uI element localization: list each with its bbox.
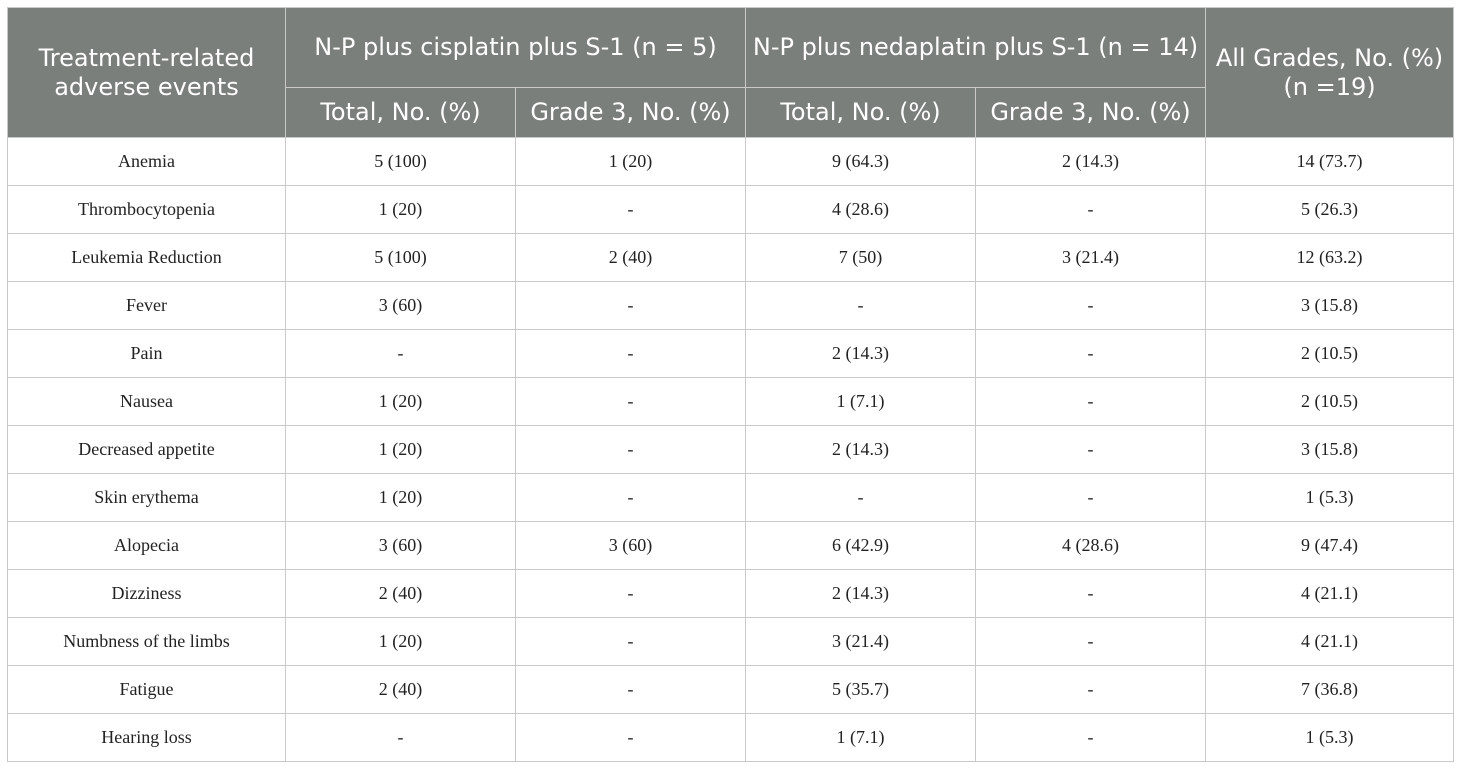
header-all-grades: All Grades, No. (%) (n =19) [1206,8,1454,138]
nedaplatin-grade3-cell: - [976,330,1206,378]
nedaplatin-total-cell: 2 (14.3) [746,330,976,378]
nedaplatin-total-cell: 7 (50) [746,234,976,282]
all-grades-cell: 12 (63.2) [1206,234,1454,282]
all-grades-cell: 3 (15.8) [1206,426,1454,474]
nedaplatin-grade3-cell: 2 (14.3) [976,138,1206,186]
nedaplatin-total-cell: 2 (14.3) [746,570,976,618]
event-cell: Fatigue [8,666,286,714]
table-header [8,8,1454,138]
cisplatin-total-cell: 1 (20) [286,618,516,666]
cisplatin-total-cell: 5 (100) [286,138,516,186]
nedaplatin-grade3-cell: - [976,570,1206,618]
cisplatin-grade3-cell: - [516,618,746,666]
event-cell: Thrombocytopenia [8,186,286,234]
nedaplatin-grade3-cell: - [976,186,1206,234]
header-event: Treatment-related adverse events [8,8,286,138]
cisplatin-grade3-cell: - [516,474,746,522]
nedaplatin-grade3-cell: - [976,618,1206,666]
all-grades-cell: 4 (21.1) [1206,570,1454,618]
table-row [8,138,1454,186]
all-grades-cell: 2 (10.5) [1206,378,1454,426]
nedaplatin-total-cell: 1 (7.1) [746,714,976,762]
event-cell: Leukemia Reduction [8,234,286,282]
nedaplatin-total-cell: 9 (64.3) [746,138,976,186]
table-body [8,138,1454,762]
nedaplatin-total-cell: - [746,282,976,330]
event-cell: Decreased appetite [8,426,286,474]
all-grades-cell: 14 (73.7) [1206,138,1454,186]
event-cell: Pain [8,330,286,378]
cisplatin-grade3-cell: - [516,330,746,378]
event-cell: Numbness of the limbs [8,618,286,666]
all-grades-cell: 5 (26.3) [1206,186,1454,234]
table-row [8,522,1454,570]
table-row [8,474,1454,522]
header-cisplatin-total: Total, No. (%) [286,88,516,138]
nedaplatin-total-cell: 3 (21.4) [746,618,976,666]
all-grades-cell: 1 (5.3) [1206,714,1454,762]
nedaplatin-total-cell: 4 (28.6) [746,186,976,234]
table-row [8,666,1454,714]
cisplatin-grade3-cell: - [516,570,746,618]
event-cell: Alopecia [8,522,286,570]
all-grades-cell: 2 (10.5) [1206,330,1454,378]
cisplatin-grade3-cell: - [516,666,746,714]
nedaplatin-total-cell: 1 (7.1) [746,378,976,426]
cisplatin-total-cell: 1 (20) [286,186,516,234]
all-grades-cell: 7 (36.8) [1206,666,1454,714]
table-row [8,714,1454,762]
table-row [8,234,1454,282]
table-row [8,330,1454,378]
nedaplatin-grade3-cell: - [976,426,1206,474]
header-group-nedaplatin: N-P plus nedaplatin plus S-1 (n = 14) [746,8,1206,88]
table-row [8,378,1454,426]
nedaplatin-grade3-cell: - [976,714,1206,762]
cisplatin-total-cell: 1 (20) [286,378,516,426]
table-row [8,618,1454,666]
nedaplatin-total-cell: 2 (14.3) [746,426,976,474]
cisplatin-total-cell: 2 (40) [286,666,516,714]
event-cell: Hearing loss [8,714,286,762]
cisplatin-grade3-cell: - [516,714,746,762]
adverse-events-table [7,7,1454,762]
cisplatin-total-cell: - [286,714,516,762]
cisplatin-grade3-cell: 3 (60) [516,522,746,570]
all-grades-cell: 9 (47.4) [1206,522,1454,570]
cisplatin-total-cell: 2 (40) [286,570,516,618]
nedaplatin-total-cell: 5 (35.7) [746,666,976,714]
cisplatin-grade3-cell: 1 (20) [516,138,746,186]
cisplatin-total-cell: 1 (20) [286,426,516,474]
event-cell: Nausea [8,378,286,426]
table-row [8,426,1454,474]
cisplatin-grade3-cell: - [516,282,746,330]
event-cell: Anemia [8,138,286,186]
nedaplatin-grade3-cell: - [976,378,1206,426]
nedaplatin-grade3-cell: - [976,282,1206,330]
nedaplatin-grade3-cell: - [976,666,1206,714]
all-grades-cell: 4 (21.1) [1206,618,1454,666]
nedaplatin-grade3-cell: 4 (28.6) [976,522,1206,570]
nedaplatin-total-cell: 6 (42.9) [746,522,976,570]
table-row [8,570,1454,618]
header-group-cisplatin: N-P plus cisplatin plus S-1 (n = 5) [286,8,746,88]
cisplatin-grade3-cell: - [516,378,746,426]
table-row [8,282,1454,330]
nedaplatin-total-cell: - [746,474,976,522]
header-nedaplatin-grade3: Grade 3, No. (%) [976,88,1206,138]
header-cisplatin-grade3: Grade 3, No. (%) [516,88,746,138]
cisplatin-grade3-cell: 2 (40) [516,234,746,282]
event-cell: Dizziness [8,570,286,618]
all-grades-cell: 3 (15.8) [1206,282,1454,330]
table-row [8,186,1454,234]
nedaplatin-grade3-cell: - [976,474,1206,522]
cisplatin-grade3-cell: - [516,186,746,234]
cisplatin-total-cell: 5 (100) [286,234,516,282]
cisplatin-total-cell: 3 (60) [286,522,516,570]
nedaplatin-grade3-cell: 3 (21.4) [976,234,1206,282]
event-cell: Skin erythema [8,474,286,522]
cisplatin-grade3-cell: - [516,426,746,474]
event-cell: Fever [8,282,286,330]
cisplatin-total-cell: 3 (60) [286,282,516,330]
all-grades-cell: 1 (5.3) [1206,474,1454,522]
cisplatin-total-cell: - [286,330,516,378]
header-row-main [8,8,1454,88]
cisplatin-total-cell: 1 (20) [286,474,516,522]
header-nedaplatin-total: Total, No. (%) [746,88,976,138]
